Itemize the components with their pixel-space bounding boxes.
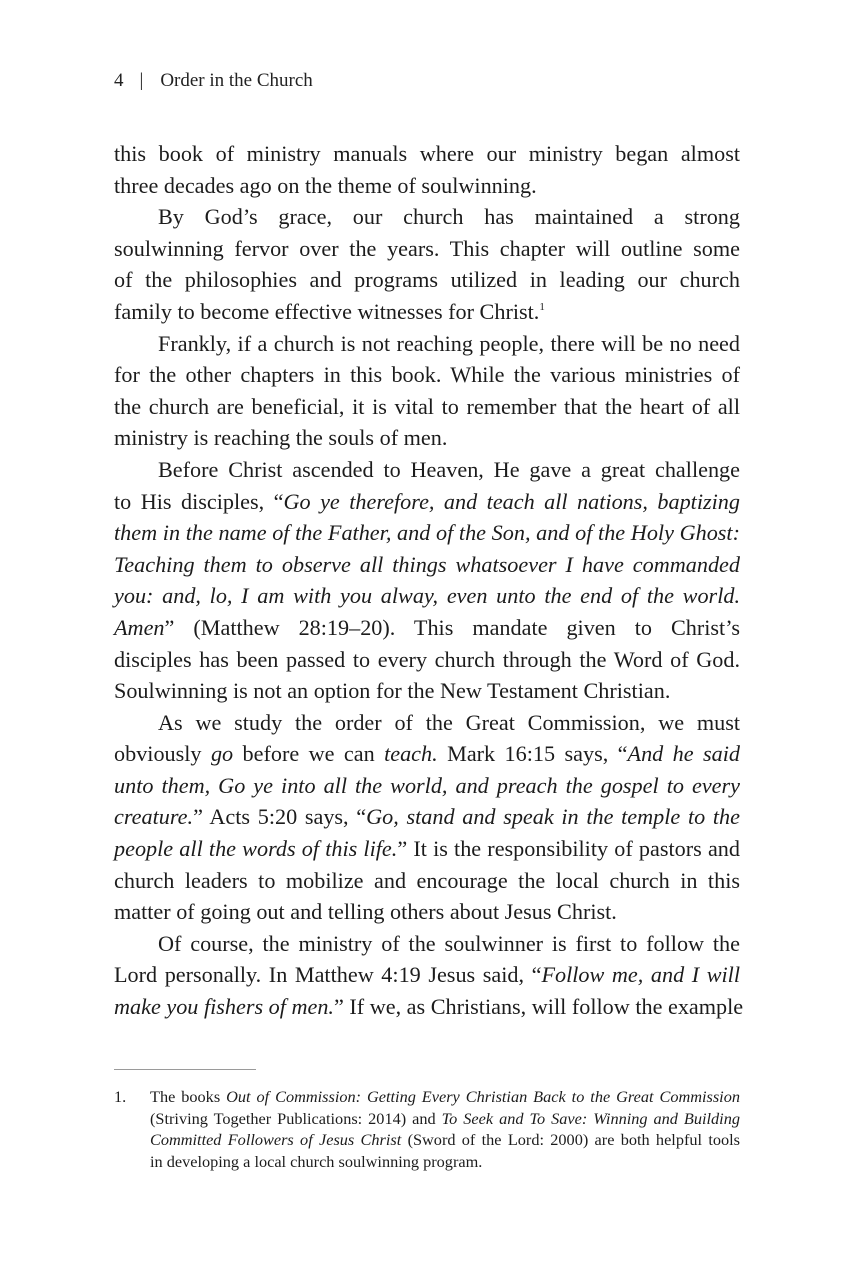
text-span: (Sword of the Lord: 2000) are both helpful tools [401,1130,740,1150]
scripture-quote: make you fishers of men. [114,994,334,1020]
text-line: for the other chapters in this book. While the various ministries of [114,362,740,388]
text-span: The books [150,1087,227,1106]
footnote-number: 1. [114,1087,127,1106]
text-span: to His disciples, “ [114,488,284,514]
text-span: ” Acts 5:20 says, “ [193,804,367,830]
text-span: family to become effective witnesses for Christ. [114,298,540,324]
scripture-quote: Amen [114,614,165,640]
footnote-text [150,1086,740,1173]
footnote-line: in developing a local church soulwinning program. [150,1152,483,1172]
text-line [114,738,740,770]
text-span: (Striving Together Publications: 2014) and [150,1108,442,1128]
text-line: Frankly, if a church is not reaching people, there will be no need [158,330,740,356]
book-title: Out of Commission: Getting Every Christian Back to the Great Commission [226,1087,740,1106]
text-line [114,612,740,644]
text-line [114,296,740,328]
text-line: As we study the order of the Great Commission, we must [158,709,740,735]
scripture-quote: you: and, lo, I am with you alway, even unto the end of the world. [114,583,740,609]
text-span: obviously [114,741,211,767]
text-line: ministry is reaching the souls of men. [114,425,448,451]
paragraph-6 [114,928,744,1023]
scripture-quote: Follow me, and I will [541,962,740,988]
footnote-divider [114,1069,256,1070]
text-span: Lord personally. In Matthew 4:19 Jesus said, “ [114,962,542,988]
scripture-quote: Go, stand and speak in the temple to the [366,804,740,830]
text-line: of the philosophies and programs utilized in leading our church [114,267,740,293]
scripture-quote: creature. [114,804,194,830]
text-line: this book of ministry manuals where our ministry began almost [114,141,740,166]
text-line [114,959,740,991]
paragraph-2 [114,201,740,327]
scripture-quote: people all the words of this life. [114,836,398,862]
page-number: 4 [114,70,124,91]
paragraph-5 [114,707,740,928]
footnote-reference[interactable]: 1 [539,300,545,313]
text-line: soulwinning fervor over the years. This chapter will outline some [114,235,740,261]
text-span: Mark 16:15 says, “ [437,741,628,767]
footnote-line [150,1108,740,1130]
text-line [114,801,740,833]
text-span: ” If we, as Christians, will follow the example [333,994,744,1020]
paragraph-3 [114,328,740,454]
text-span: ” It is the responsibility of pastors and [397,836,740,862]
text-span: ” (Matthew 28:19–20). This mandate given to Christ’s [164,614,740,640]
footnote-line [150,1086,740,1108]
text-line [114,486,740,518]
footnote-1 [114,1086,740,1173]
emphasis: go [210,741,234,767]
text-line [114,580,740,612]
text-line [114,517,740,549]
book-title: Committed Followers of Jesus Christ [150,1130,402,1150]
text-line: By God’s grace, our church has maintained a strong [158,204,740,230]
scripture-quote: And he said [627,741,740,767]
text-span: before we can [233,741,385,767]
scripture-quote: Teaching them to observe all things whatsoever I have commanded [114,551,740,577]
text-line [114,991,744,1023]
paragraph-4 [114,454,740,707]
book-title: To Seek and To Save: Winning and Building [441,1108,740,1128]
text-line [114,770,740,802]
text-line: church leaders to mobilize and encourage the local church in this [114,867,740,893]
text-line [114,833,740,865]
header-separator: | [139,70,144,91]
text-line: three decades ago on the theme of soulwinning. [114,172,537,198]
text-line: matter of going out and telling others about Jesus Christ. [114,899,617,925]
emphasis: teach. [384,741,438,767]
body-text [114,138,744,1023]
text-line: the church are beneficial, it is vital to remember that the heart of all [114,393,740,419]
running-header [114,68,313,94]
scripture-quote: them in the name of the Father, and of the Son, and of the Holy Ghost: [114,520,740,546]
text-line: Soulwinning is not an option for the New Testament Christian. [114,678,671,704]
footnote-line [150,1129,740,1151]
text-line [114,549,740,581]
paragraph-1 [114,138,740,201]
running-title: Order in the Church [160,70,313,91]
scripture-quote: Go ye therefore, and teach all nations, baptizing [283,488,740,514]
text-line: disciples has been passed to every church through the Word of God. [114,646,740,672]
text-line: Of course, the ministry of the soulwinner is first to follow the [158,930,740,956]
scripture-quote: unto them, Go ye into all the world, and preach the gospel to every [114,772,740,798]
text-line: Before Christ ascended to Heaven, He gave a great challenge [158,456,740,482]
